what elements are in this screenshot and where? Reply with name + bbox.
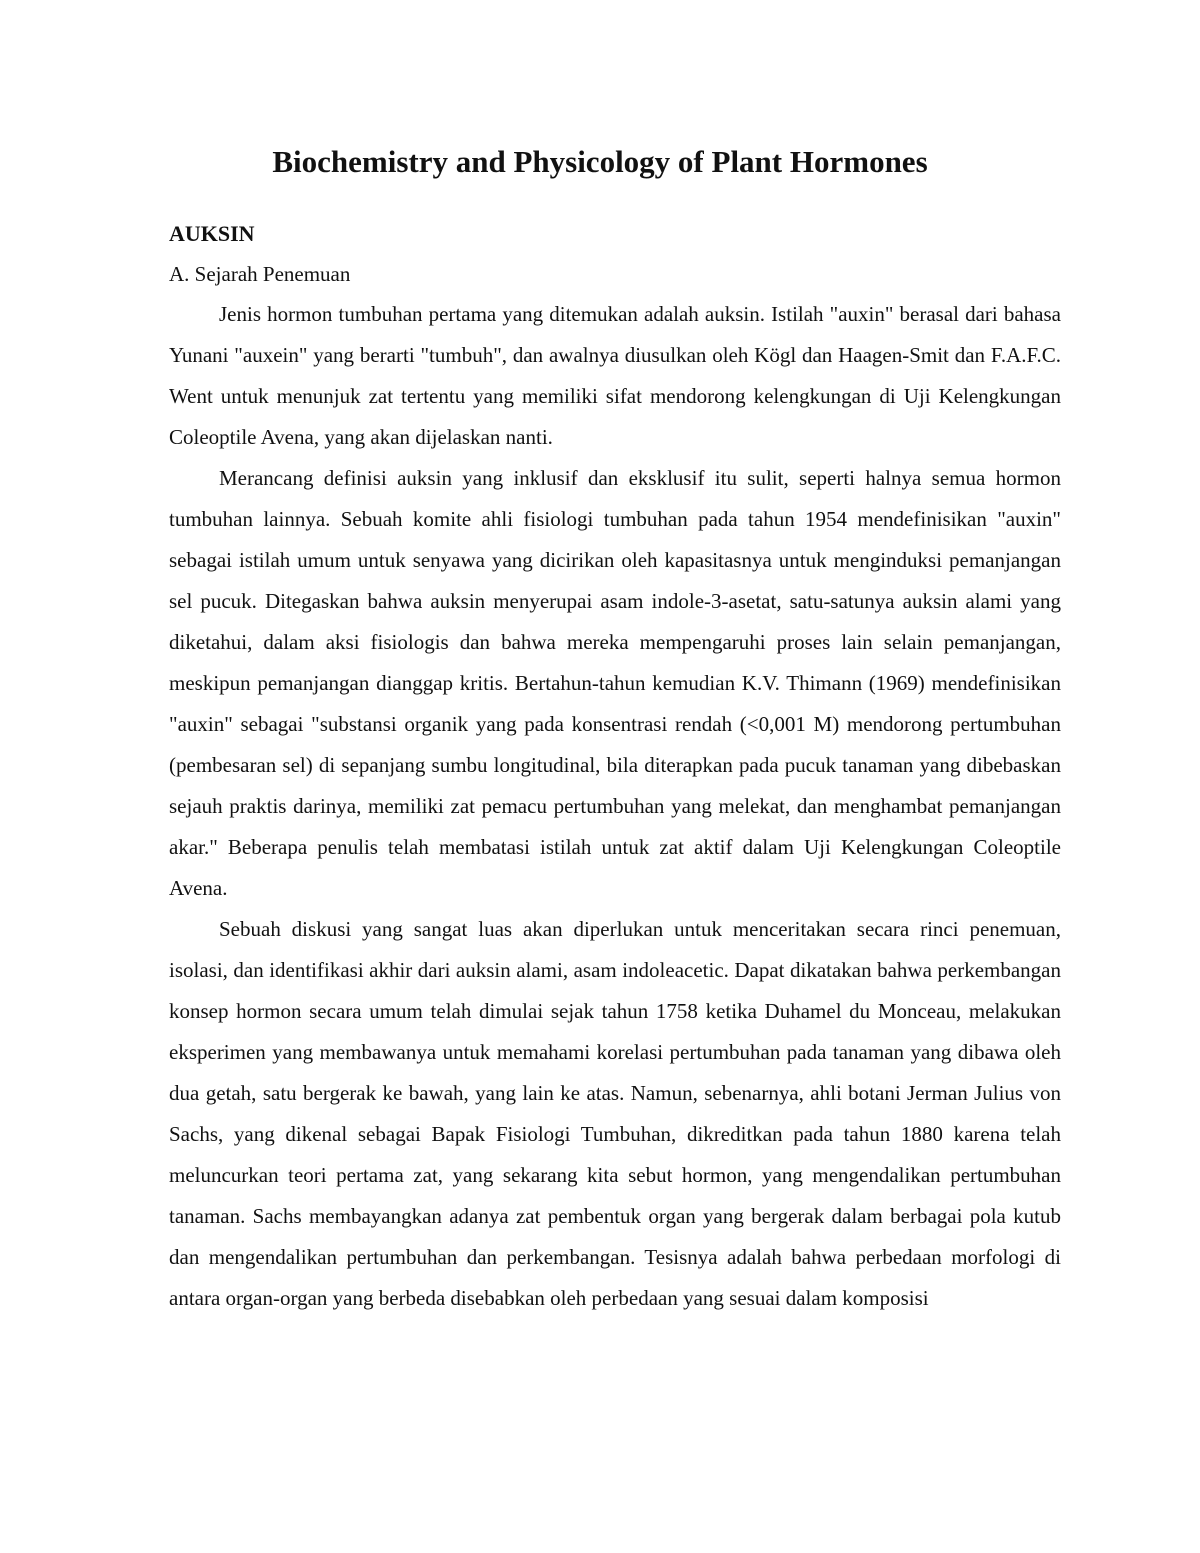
subsection-heading: A. Sejarah Penemuan bbox=[169, 262, 351, 286]
paragraph-2: Merancang definisi auksin yang inklusif dan eksklusif itu sulit, seperti halnya semua hormon tumbuhan lainnya. Sebuah komite ahli fisiologi tumbuhan pada tahun 1954 mendefinisikan "auxin" sebagai istilah umum untuk senyawa yang dicirikan oleh kapasitasnya untuk menginduksi pemanjangan sel pucuk. Ditegaskan bahwa auksin menyerupai asam indole-3-asetat, satu-satunya auksin alami yang diketahui, dalam aksi fisiologis dan bahwa mereka mempengaruhi proses lain selain pemanjangan, meskipun pemanjangan dianggap kritis. Bertahun-tahun kemudian K.V. Thimann (1969) mendefinisikan "auxin" sebagai "substansi organik yang pada konsentrasi rendah (<0,001 M) mendorong pertumbuhan (pembesaran sel) di sepanjang sumbu longitudinal, bila diterapkan pada pucuk tanaman yang dibebaskan sejauh praktis darinya, memiliki zat pemacu pertumbuhan yang melekat, dan menghambat pemanjangan akar." Beberapa penulis telah membatasi istilah untuk zat aktif dalam Uji Kelengkungan Coleoptile Avena. bbox=[169, 466, 1061, 900]
paragraph-1: Jenis hormon tumbuhan pertama yang ditemukan adalah auksin. Istilah "auxin" berasal dari bahasa Yunani "auxein" yang berarti "tumbuh", dan awalnya diusulkan oleh Kögl dan Haagen-Smit dan F.A.F.C. Went untuk menunjuk zat tertentu yang memiliki sifat mendorong kelengkungan di Uji Kelengkungan Coleoptile Avena, yang akan dijelaskan nanti. bbox=[169, 302, 1061, 449]
document-title: Biochemistry and Physicology of Plant Hormones bbox=[272, 144, 928, 179]
section-heading: AUKSIN bbox=[169, 221, 255, 246]
document-body bbox=[169, 216, 1061, 1319]
paragraph-3: Sebuah diskusi yang sangat luas akan diperlukan untuk menceritakan secara rinci penemuan, isolasi, dan identifikasi akhir dari auksin alami, asam indoleacetic. Dapat dikatakan bahwa perkembangan konsep hormon secara umum telah dimulai sejak tahun 1758 ketika Duhamel du Monceau, melakukan eksperimen yang membawanya untuk memahami korelasi pertumbuhan pada tanaman yang dibawa oleh dua getah, satu bergerak ke bawah, yang lain ke atas. Namun, sebenarnya, ahli botani Jerman Julius von Sachs, yang dikenal sebagai Bapak Fisiologi Tumbuhan, dikreditkan pada tahun 1880 karena telah meluncurkan teori pertama zat, yang sekarang kita sebut hormon, yang mengendalikan pertumbuhan tanaman. Sachs membayangkan adanya zat pembentuk organ yang bergerak dalam berbagai pola kutub dan mengendalikan pertumbuhan dan perkembangan. Tesisnya adalah bahwa perbedaan morfologi di antara organ-organ yang berbeda disebabkan oleh perbedaan yang sesuai dalam komposisi bbox=[169, 917, 1061, 1310]
